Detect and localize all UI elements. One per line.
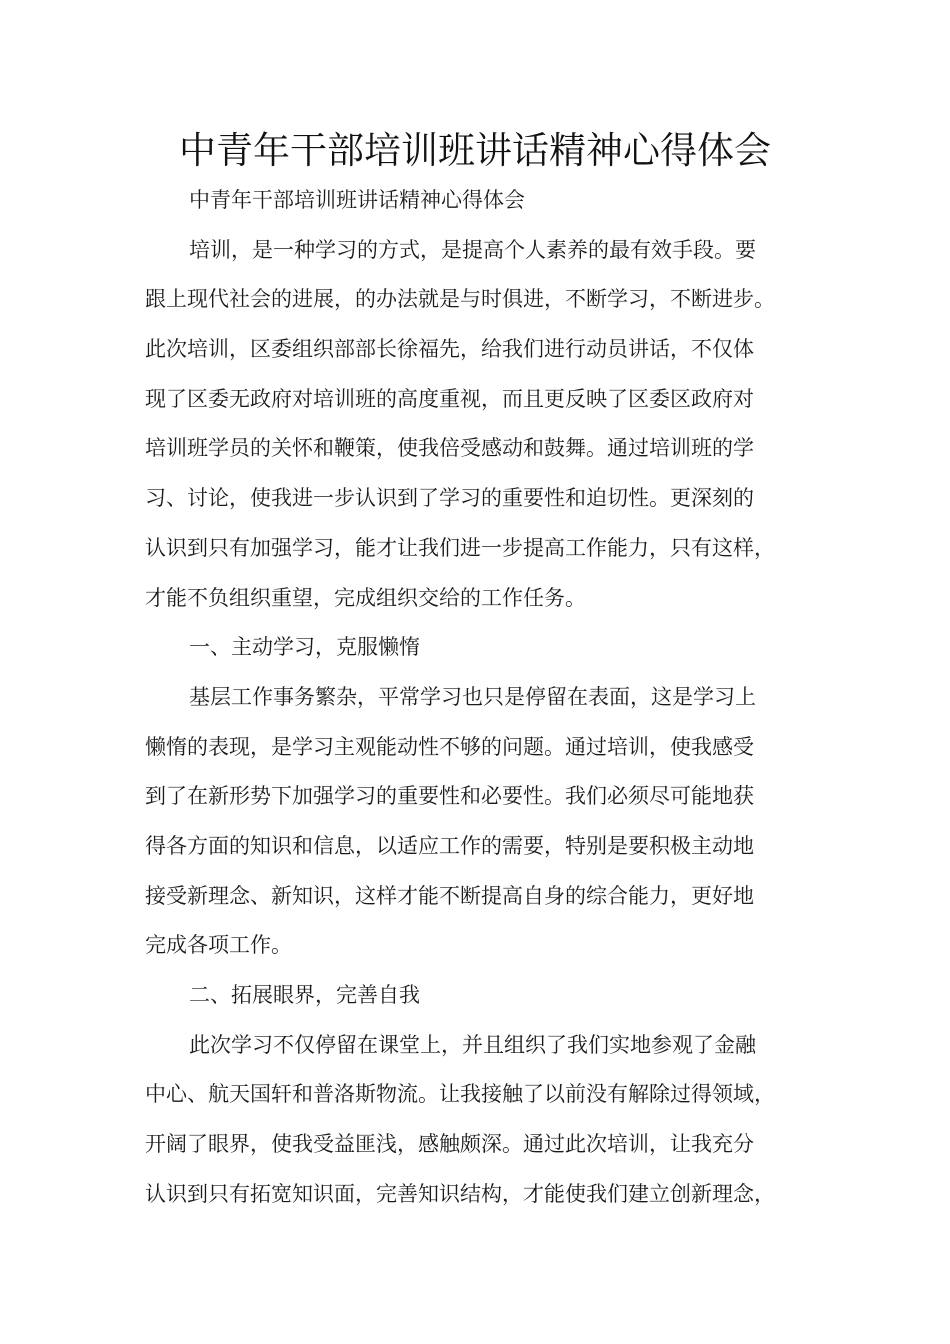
text-line: 开阔了眼界，使我受益匪浅，感触颇深。通过此次培训，让我充分 — [145, 1132, 754, 1157]
text-line: 到了在新形势下加强学习的重要性和必要性。我们必须尽可能地获 — [145, 784, 754, 809]
text-line: 认识到只有拓宽知识面，完善知识结构，才能使我们建立创新理念， — [145, 1181, 775, 1206]
text-line: 此次培训，区委组织部部长徐福先，给我们进行动员讲话，不仅体 — [145, 337, 754, 362]
text-line: 培训班学员的关怀和鞭策，使我倍受感动和鼓舞。通过培训班的学 — [145, 436, 754, 461]
text-line: 认识到只有加强学习，能才让我们进一步提高工作能力，只有这样， — [145, 535, 775, 560]
text-line: 培训，是一种学习的方式，是提高个人素养的最有效手段。要 — [189, 237, 756, 262]
text-line: 此次学习不仅停留在课堂上，并且组织了我们实地参观了金融 — [189, 1032, 756, 1057]
document-body — [145, 176, 805, 1219]
text-line: 完成各项工作。 — [145, 933, 292, 958]
text-line: 得各方面的知识和信息，以适应工作的需要，特别是要积极主动地 — [145, 833, 754, 858]
text-line: 接受新理念、新知识，这样才能不断提高自身的综合能力，更好地 — [145, 883, 754, 908]
text-line: 二、拓展眼界，完善自我 — [189, 983, 420, 1007]
text-line: 跟上现代社会的进展，的办法就是与时俱进，不断学习，不断进步。 — [145, 287, 775, 312]
text-line: 懒惰的表现，是学习主观能动性不够的问题。通过培训，使我感受 — [145, 734, 754, 759]
text-line: 一、主动学习，克服懒惰 — [189, 635, 420, 660]
text-line: 中心、航天国轩和普洛斯物流。让我接触了以前没有解除过得领域， — [145, 1082, 775, 1107]
text-line: 中青年干部培训班讲话精神心得体会 — [189, 188, 525, 212]
text-line: 才能不负组织重望，完成组织交给的工作任务。 — [145, 585, 586, 610]
text-line: 现了区委无政府对培训班的高度重视，而且更反映了区委区政府对 — [145, 386, 754, 411]
text-line: 基层工作事务繁杂，平常学习也只是停留在表面，这是学习上 — [189, 684, 756, 709]
page-title: 中青年干部培训班讲话精神心得体会 — [179, 129, 771, 172]
text-line: 习、讨论，使我进一步认识到了学习的重要性和迫切性。更深刻的 — [145, 486, 754, 511]
